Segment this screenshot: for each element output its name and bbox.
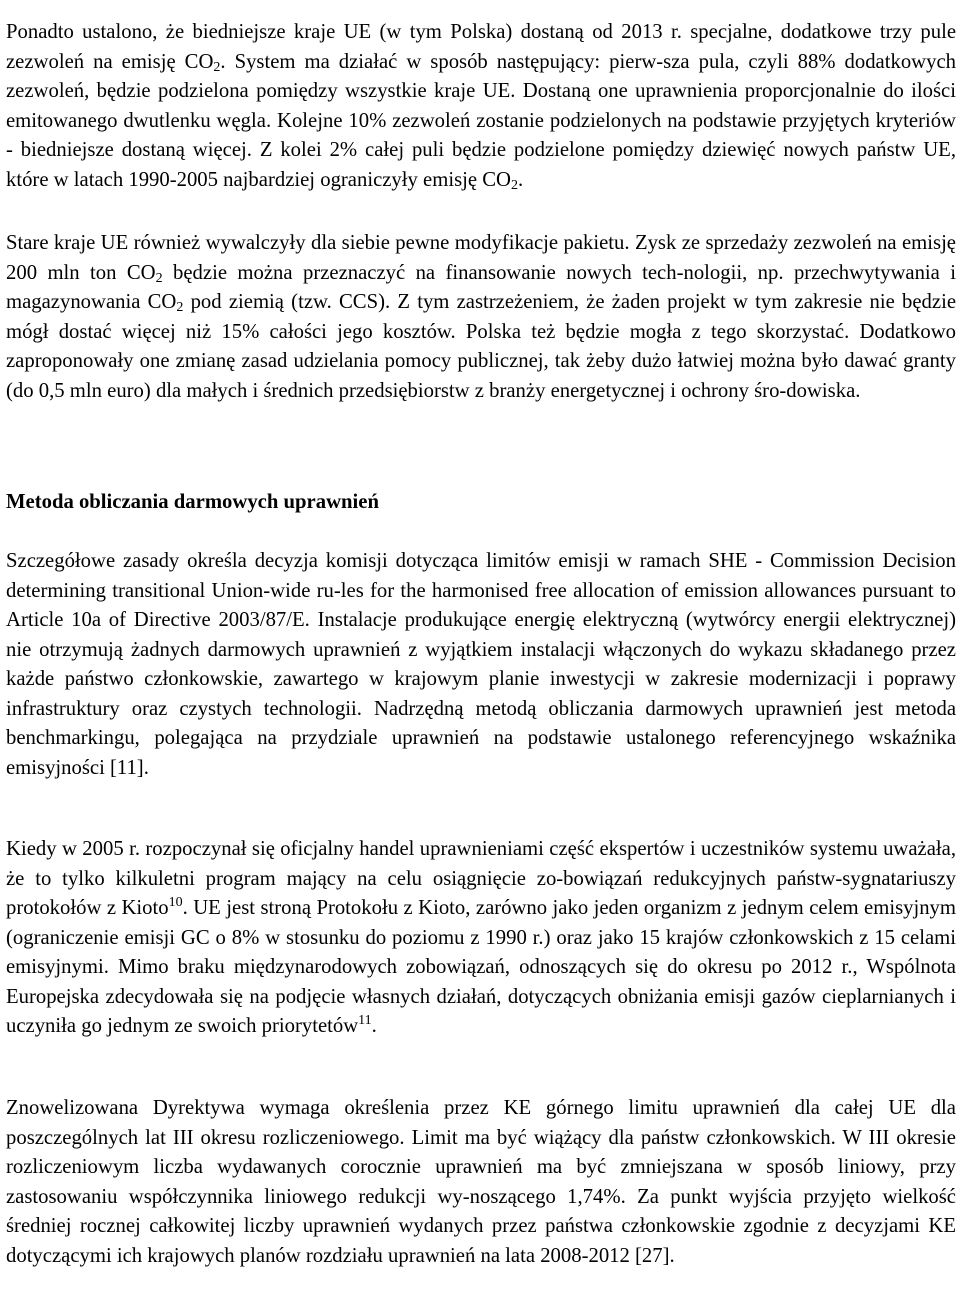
text-run: . System ma działać w sposób następujący: pierw-sza pula, czyli 88% dodatkowych zezwoleń, będzie podzielona pomiędzy wszystkie kraje UE. Dostaną one uprawnienia proporcjonalnie do ilości emitowanego dwutlenku węgla. Kolejne 10% zezwoleń zostanie podzielonych na podstawie przyjętych kryteriów - biedniejsze dostaną więcej. Z kolei 2% całej puli będzie podzielone pomiędzy dziewięć nowych państw UE, które w latach 1990-2005 najbardziej ograniczyły emisję CO [6,50,956,191]
footnote-ref-10: 10 [168,895,183,911]
text-run: Stare kraje UE również wywalczyły dla siebie pewne modyfikacje pakietu. Zysk ze sprzedaży zezwoleń na emisję 200 mln ton CO [6,232,956,284]
paragraph-amended-directive: Znowelizowana Dyrektywa wymaga określenia przez KE górnego limitu uprawnień dla całej UE dla poszczególnych lat III okresu rozliczeniowego. Limit ma być wiążący dla państw członkowskich. W III okresie rozliczeniowym liczba wydawanych corocznie uprawnień ma być zmniejszana w sposób liniowy, przy zastosowaniu współczynnika liniowego redukcji wy-noszącego 1,74%. Za punkt wyjścia przyjęto wielkość średniej rocznej całkowitej liczby uprawnień wydanych przez państwa członkowskie zgodnie z decyzjami KE dotyczącymi ich krajowych planów rozdziału uprawnień na lata 2008-2012 [27]. [6,1097,956,1267]
section-heading: Metoda obliczania darmowych uprawnień [6,491,379,513]
footnote-ref-11: 11 [358,1013,372,1029]
text-run: . UE jest stroną Protokołu z Kioto, zarówno jako jeden organizm z jednym celem emisyjnym (ograniczenie emisji GC o 8% w stosunku do poziomu z 1990 r.) oraz jako 15 krajów członkowskich z 15 celami emisyjnymi. Mimo braku międzynarodowych zobowiązań, odnoszących się do okresu po 2012 r., Wspólnota Europejska zdecydowała się na podjęcie własnych działań, dotyczących obniżania emisji gazów cieplarnianych i uczyniła go jednym ze swoich priorytetów [6,897,956,1038]
subscript: 2 [155,270,163,286]
paragraph-kyoto [6,835,956,1042]
subscript: 2 [213,59,221,75]
paragraph-old-member-states [6,229,956,406]
text-run: . [517,168,524,191]
text-run: Kiedy w 2005 r. rozpoczynał się oficjalny handel uprawnieniami część ekspertów i uczestników systemu uważała, że to tylko kilkuletni program mający na celu osiągnięcie zo-bowiązań redukcyjnych państw-sygnatariuszy protokołów z Kioto [6,838,956,920]
text-run: . [371,1015,377,1038]
subscript: 2 [176,300,184,316]
subscript: 2 [510,177,518,193]
text-run: będzie można przeznaczyć na finansowanie nowych tech-nologii, np. przechwytywania i magazynowania CO [6,261,956,314]
text-run: Ponadto ustalono, że biedniejsze kraje UE (w tym Polska) dostaną od 2013 r. specjalne, dodatkowe trzy pule zezwoleń na emisję CO [6,21,956,73]
text-run: pod ziemią (tzw. CCS). Z tym zastrzeżeniem, że żaden projekt w tym zakresie nie będzie mógł dostać więcej niż 15% całości jego kosztów. Polska też będzie mogła z tego skorzystać. Dodatkowo zaproponowały one zmianę zasad udzielania pomocy publicznej, tak żeby dużo łatwiej można było dawać granty (do 0,5 mln euro) dla małych i średnich przedsiębiorstw z branży energetycznej i ochrony śro-dowiska. [6,291,956,402]
paragraph-commission-decision: Szczegółowe zasady określa decyzja komisji dotycząca limitów emisji w ramach SHE - Commission Decision determining transitional Union-wide ru-les for the harmonised free allocation of emission allowances pursuant to Article 10a of Directive 2003/87/E. Instalacje produkujące energię elektryczną (wytwórcy energii elektrycznej) nie otrzymują żadnych darmowych uprawnień z wyjątkiem instalacji włączonych do wykazu składanego przez każde państwo członkowskie, zawartego w krajowym planie inwestycji w zakresie modernizacji i poprawy infrastruktury oraz czystych technologii. Nadrzędną metodą obliczania darmowych uprawnień jest metoda benchmarkingu, polegająca na przydziale uprawnień na podstawie ustalonego referencyjnego wskaźnika emisyjności [11]. [6,550,956,779]
paragraph-additional-pools [6,18,956,195]
